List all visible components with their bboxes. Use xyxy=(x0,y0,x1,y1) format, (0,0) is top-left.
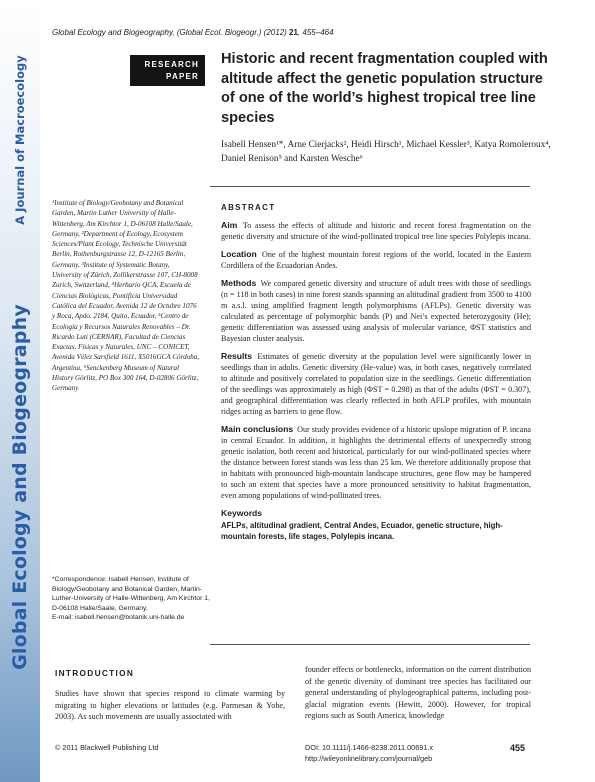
introduction-heading: INTRODUCTION xyxy=(55,668,135,678)
keywords-text: AFLPs, altitudinal gradient, Central Andes, Ecuador, genetic structure, high-mountain forests, life stages, Polylepis incana. xyxy=(221,521,503,541)
journal-sidebar xyxy=(0,0,40,782)
conclusions-text: Our study provides evidence of a historic upslope migration of P. incana in central Ecuador. In addition, it highlights the detrimental effects of unexpectedly strong genetic isolation, both recent and historical, particularly for our wind-pollinated species where the distance between forest stands was less than 25 km. We therefore additionally propose that in habitats with pronounced high-mountain landscape structures, gene flow may be hampered to such an extent that species have a more pronounced sensitivity to habitat fragmentation, even among populations of wind-pollinated trees. xyxy=(221,425,532,500)
keywords-label: Keywords xyxy=(221,508,263,518)
methods-label: Methods xyxy=(221,278,257,288)
badge-line-1: RESEARCH xyxy=(144,60,199,69)
abstract-aim xyxy=(221,220,531,242)
conclusions-label: Main conclusions xyxy=(221,424,294,434)
page-number: 455 xyxy=(510,743,526,753)
badge-line-2: PAPER xyxy=(166,72,199,81)
methods-text: We compared genetic diversity and structure of adult trees with those of seedlings (n = 118 in both cases) in nine forest stands spanning an altitudinal gradient from 3500 to 4100 m a.s.l. using amplified fragment length polymorphisms (AFLPs). Genetic diversity was calculated as percentage of polymorphic bands (P) and Nei’s expected heterozygosity (He); genetic differentiation was assessed using analysis of molecular variance, ΦST statistics and Bayesian cluster analysis. xyxy=(221,279,531,343)
abstract-location xyxy=(221,249,531,271)
abstract-methods xyxy=(221,278,531,344)
introduction-left-column: Studies have shown that species respond to climate warming by migrating to higher elevations or latitudes (e.g. Parmesan & Yohe, 2003). As such movements are usually associated with xyxy=(55,689,285,721)
aim-text: To assess the effects of altitude and historic and recent forest fragmentation on the genetic diversity and structure of the wind-pollinated tropical tree line species Polylepis incana. xyxy=(221,221,531,241)
results-label: Results xyxy=(221,351,253,361)
journal-citation-line xyxy=(52,28,334,37)
location-label: Location xyxy=(221,249,257,259)
footer-url[interactable]: http://wileyonlinelibrary.com/journal/geb xyxy=(305,753,433,763)
abstract-heading: ABSTRACT xyxy=(221,203,276,212)
journal-volume: 21 xyxy=(289,28,298,37)
header-divider xyxy=(210,186,530,187)
correspondence-email[interactable]: E-mail: isabell.hensen@botanik.uni-halle.de xyxy=(52,614,185,621)
correspondence-note xyxy=(52,575,212,623)
journal-name: Global Ecology and Biogeography, (Global Ecol. Biogeogr.) (2012) xyxy=(52,28,287,37)
footer-copyright: © 2011 Blackwell Publishing Ltd xyxy=(55,743,159,752)
footer-doi-block xyxy=(305,743,433,764)
sidebar-subtitle: A Journal of Macroecology xyxy=(13,55,27,225)
abstract-body xyxy=(221,220,531,542)
abstract-results xyxy=(221,351,531,417)
journal-pages: , 455–464 xyxy=(297,28,334,37)
introduction-right-column: founder effects or bottlenecks, information on the current distribution of the genetic diversity of dominant tree species has facilitated our general understanding of phylogeographical patterns, including post-glacial migration events (Hewitt, 2000). However, for tropical regions such as South America, knowledge xyxy=(305,665,531,720)
affiliations: ¹Institute of Biology/Geobotany and Botanical Garden, Martin Luther University of Halle-Wittenberg, Am Kirchtor 1, D-06108 Halle/Saale, Germany, ²Department of Ecology, Ecosystem Sciences/Plant Ecology, Technische Universität Berlin, Rothenburgstrasse 12, D-12165 Berlin, Germany, ³Institute of Systematic Botany, University of Zürich, Zollikerstrasse 107, CH-8008 Zurich, Switzerland, ⁴Herbario QCA, Escuela de Ciencias Biológicas, Pontificia Universidad Católica del Ecuador, Avenida 12 de Octubre 1076 y Roca, Apdo. 2184, Quito, Ecuador, ⁵Centro de Ecología y Recursos Naturales Renovables – Dr. Ricardo Luti (CERNAR), Facultad de Ciencias Exactas, Físicas y Naturales, UNC – CONICET, Avenida Vélez Sarsfield 1611, X5016GCA Córdoba, Argentina, ⁶Senckenberg Museum of Natural History Görlitz, PO Box 300 164, D-02806 Görlitz, Germany xyxy=(52,199,200,393)
footer-doi[interactable]: DOI: 10.1111/j.1466-8238.2011.00691.x xyxy=(305,743,434,752)
abstract-divider xyxy=(210,644,530,645)
abstract-conclusions xyxy=(221,424,531,501)
sidebar-journal-title: Global Ecology and Biogeography xyxy=(9,304,31,670)
author-list: Isabell Hensen¹*, Arne Cierjacks², Heidi Hirsch¹, Michael Kessler³, Katya Romoleroux⁴, Daniel Renison⁵ and Karsten Wesche⁶ xyxy=(221,140,551,164)
article-title: Historic and recent fragmentation coupled with altitude affect the genetic population structure of one of the world’s highest tropical tree line species xyxy=(221,51,548,126)
results-text: Estimates of genetic diversity at the population level were significantly lower in seedlings than in adults. Genetic diversity (He-value) was, in both cases, negatively correlated to altitude and positively correlated to population size in the seedlings. Genetic differentiation of the seedlings was approximately as high (ΦST = 0.298) as that of the adults (ΦST = 0.307), and geographical differentiation was clearly reflected in both AFLP profiles, with mountain ridges acting as barriers to gene flow. xyxy=(221,352,531,416)
location-text: One of the highest mountain forest regions of the world, located in the Eastern Cordillera of the Ecuadorian Andes. xyxy=(221,250,531,270)
aim-label: Aim xyxy=(221,220,238,230)
article-type-badge xyxy=(130,55,205,86)
correspondence-text: *Correspondence: Isabell Hensen, Institute of Biology/Geobotany and Botanical Garden, Martin-Luther-University of Halle-Wittenberg, Am Kirchtor 1, D-06108 Halle/Saale, Germany. xyxy=(52,576,210,612)
